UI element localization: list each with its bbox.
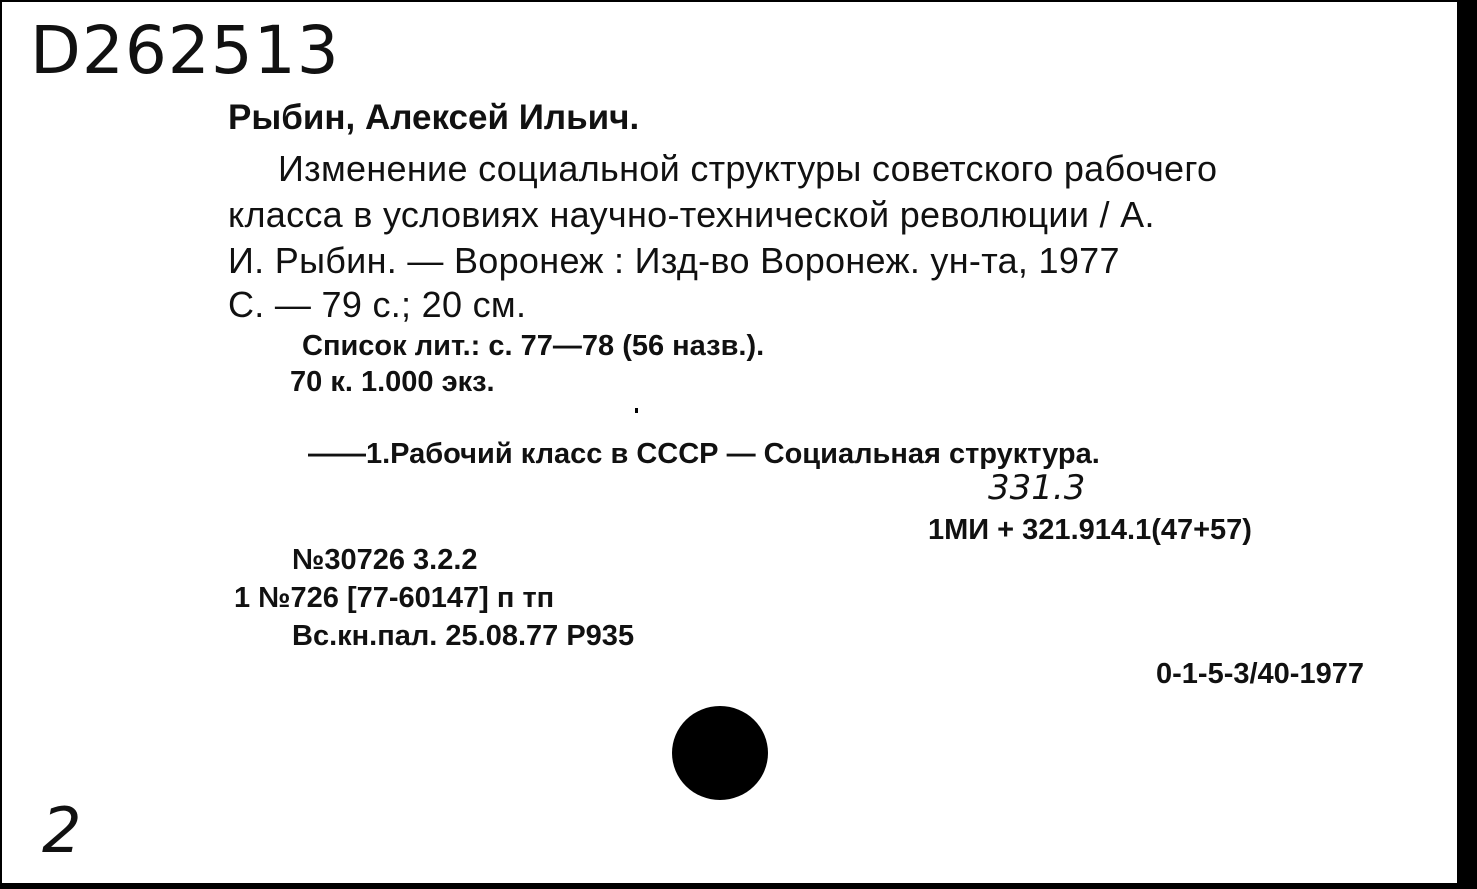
- bibliography-note: Список лит.: с. 77—78 (56 назв.).: [302, 330, 765, 362]
- title-line-4: С. — 79 с.; 20 см.: [228, 284, 527, 325]
- ink-speck: [635, 408, 638, 413]
- subject-heading: ——1.Рабочий класс в СССР — Социальная структура.: [308, 438, 1100, 470]
- handwritten-mark: 2: [42, 794, 82, 867]
- handwritten-class-number: 331.3: [988, 468, 1086, 508]
- classification-index: 1МИ + 321.914.1(47+57): [928, 514, 1252, 546]
- title-line-3: И. Рыбин. — Воронеж : Изд-во Воронеж. ун-та, 1977: [228, 240, 1120, 281]
- author-heading: Рыбин, Алексей Ильич.: [228, 98, 640, 137]
- catalog-card: [2, 2, 1457, 883]
- catalog-code: 0-1-5-3/40-1977: [1156, 658, 1364, 690]
- book-chamber-line: Вс.кн.пал. 25.08.77 Р935: [292, 620, 635, 652]
- title-line-2: класса в условиях научно-технической революции / А.: [228, 194, 1155, 235]
- punched-hole: [672, 706, 768, 800]
- handwritten-accession-number: D262513: [30, 12, 340, 89]
- registration-number: №30726 3.2.2: [292, 544, 478, 576]
- card-number-line: 1 №726 [77-60147] п тп: [234, 582, 555, 614]
- price-circulation: 70 к. 1.000 экз.: [290, 366, 495, 398]
- title-line-1: Изменение социальной структуры советского рабочего: [278, 148, 1218, 189]
